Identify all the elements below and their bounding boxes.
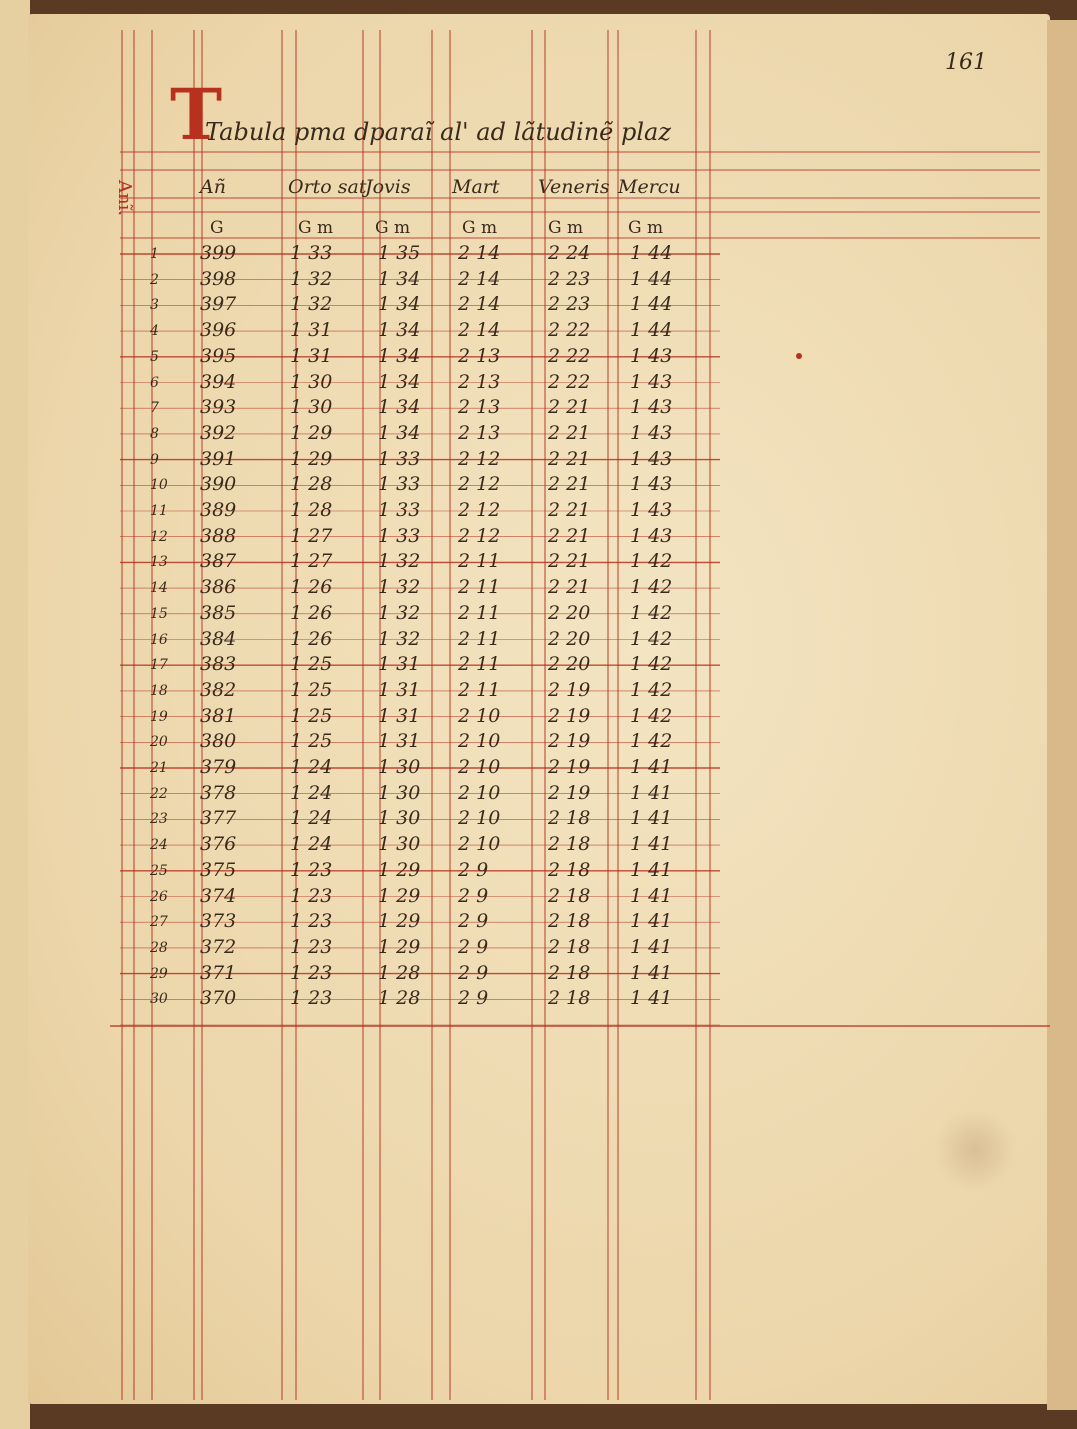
table-cell: 2 12	[458, 499, 501, 521]
table-cell: 1 43	[630, 344, 673, 367]
table-cell: 1 30	[290, 370, 333, 393]
table-cell: 1 29	[378, 858, 421, 881]
table-cell: 397	[200, 293, 237, 316]
table-cell: 1 30	[378, 756, 421, 778]
table-cell: 2 20	[548, 601, 591, 624]
table-cell: 1 23	[290, 961, 333, 984]
row-number: 22	[150, 785, 168, 802]
table-cell: 1 34	[378, 319, 421, 342]
table-cell: 2 10	[458, 756, 501, 778]
table-cell: 1 42	[630, 627, 673, 650]
row-number: 8	[150, 425, 159, 442]
table-cell: 1 42	[630, 550, 673, 573]
row-number: 9	[150, 451, 159, 468]
table-cell: 2 19	[548, 678, 591, 701]
table-cell: 392	[200, 421, 237, 444]
table-cell: 2 19	[548, 781, 591, 804]
table-cell: 2 11	[458, 627, 501, 650]
table-cell: 1 43	[630, 447, 673, 470]
table-cell: 1 42	[630, 678, 673, 701]
decorated-initial: T	[170, 73, 223, 156]
table-cell: 1 32	[378, 550, 421, 573]
row-number: 30	[150, 991, 168, 1008]
row-number: 16	[150, 631, 168, 648]
column-units: G m	[298, 218, 334, 238]
table-cell: 1 42	[630, 730, 673, 753]
table-cell: 2 22	[548, 344, 591, 367]
table-cell: 1 26	[290, 576, 333, 599]
column-units: G m	[548, 218, 584, 238]
row-number: 20	[150, 734, 168, 751]
table-cell: 1 25	[290, 730, 333, 753]
table-cell: 1 25	[290, 653, 333, 676]
table-cell: 378	[200, 781, 237, 804]
table-cell: 2 24	[548, 242, 591, 264]
table-cell: 1 23	[290, 935, 333, 958]
table-cell: 1 29	[378, 910, 421, 933]
table-cell: 2 22	[548, 319, 591, 342]
column-header: Jovis	[365, 176, 411, 198]
table-cell: 1 31	[290, 319, 333, 342]
table-cell: 2 18	[548, 987, 591, 1010]
table-cell: 2 13	[458, 421, 501, 444]
table-cell: 1 41	[630, 987, 673, 1010]
table-cell: 1 28	[290, 473, 333, 496]
row-number: 5	[150, 348, 159, 365]
row-number: 23	[150, 811, 168, 828]
table-cell: 1 43	[630, 396, 673, 419]
table-cell: 2 9	[458, 858, 489, 881]
red-dot	[796, 353, 802, 359]
table-cell: 1 25	[290, 678, 333, 701]
table-cell: 1 23	[290, 910, 333, 933]
table-cell: 1 44	[630, 267, 673, 290]
table-cell: 1 41	[630, 961, 673, 984]
column-units: G	[210, 218, 224, 238]
row-number: 1	[150, 246, 159, 262]
table-cell: 2 21	[548, 447, 591, 470]
table-cell: 2 23	[548, 267, 591, 290]
table-cell: 2 20	[548, 627, 591, 650]
table-cell: 2 10	[458, 807, 501, 830]
table-cell: 1 28	[378, 987, 421, 1010]
table-cell: 380	[200, 730, 237, 753]
table-cell: 1 34	[378, 267, 421, 290]
table-cell: 2 14	[458, 293, 501, 316]
table-cell: 384	[200, 627, 237, 650]
table-cell: 391	[200, 447, 237, 470]
table-cell: 1 43	[630, 370, 673, 393]
table-cell: 388	[200, 524, 237, 547]
table-cell: 389	[200, 499, 237, 521]
table-cell: 1 41	[630, 858, 673, 881]
table-cell: 2 18	[548, 961, 591, 984]
row-number: 28	[150, 939, 168, 956]
table-cell: 2 21	[548, 421, 591, 444]
table-cell: 382	[200, 678, 237, 701]
table-cell: 2 21	[548, 396, 591, 419]
table-cell: 2 22	[548, 370, 591, 393]
table-cell: 1 33	[378, 447, 421, 470]
table-cell: 398	[200, 267, 237, 290]
table-cell: 2 11	[458, 601, 501, 624]
table-cell: 1 41	[630, 910, 673, 933]
table-cell: 2 18	[548, 833, 591, 856]
table-cell: 1 31	[378, 678, 421, 701]
table-cell: 2 18	[548, 910, 591, 933]
table-cell: 2 10	[458, 781, 501, 804]
row-number: 7	[150, 400, 159, 417]
table-cell: 1 23	[290, 987, 333, 1010]
table-cell: 2 11	[458, 550, 501, 573]
table-cell: 2 10	[458, 833, 501, 856]
table-cell: 394	[200, 370, 237, 393]
column-units: G m	[628, 218, 664, 238]
table-cell: 1 43	[630, 524, 673, 547]
table-cell: 1 44	[630, 242, 673, 264]
table-cell: 2 14	[458, 319, 501, 342]
table-cell: 1 41	[630, 884, 673, 907]
table-cell: 1 42	[630, 704, 673, 727]
table-cell: 1 34	[378, 293, 421, 316]
table-cell: 2 18	[548, 807, 591, 830]
table-cell: 396	[200, 319, 237, 342]
table-cell: 2 21	[548, 576, 591, 599]
table-cell: 1 43	[630, 473, 673, 496]
table-cell: 2 21	[548, 550, 591, 573]
table-cell: 2 11	[458, 678, 501, 701]
table-cell: 1 29	[378, 935, 421, 958]
table-cell: 1 24	[290, 756, 333, 778]
row-number: 29	[150, 965, 168, 982]
row-number: 14	[150, 580, 168, 597]
table-cell: 2 13	[458, 344, 501, 367]
table-cell: 2 12	[458, 447, 501, 470]
table-cell: 399	[200, 242, 237, 264]
table-cell: 1 34	[378, 396, 421, 419]
table-cell: 372	[200, 935, 237, 958]
row-number: 24	[150, 837, 168, 854]
column-header: Mart	[452, 176, 500, 198]
page-stain	[930, 1110, 1020, 1190]
table-cell: 1 42	[630, 601, 673, 624]
table-cell: 1 32	[378, 627, 421, 650]
table-cell: 1 44	[630, 293, 673, 316]
row-number: 6	[150, 374, 159, 391]
table-cell: 1 33	[378, 499, 421, 521]
column-header: Mercu	[618, 176, 681, 198]
table-cell: 2 13	[458, 370, 501, 393]
table-cell: 1 42	[630, 653, 673, 676]
table-cell: 370	[200, 987, 237, 1010]
table-cell: 1 33	[290, 242, 333, 264]
table-cell: 379	[200, 756, 237, 778]
column-units: G m	[462, 218, 498, 238]
table-cell: 2 9	[458, 884, 489, 907]
table-cell: 2 19	[548, 704, 591, 727]
table-cell: 2 21	[548, 473, 591, 496]
table-cell: 2 9	[458, 961, 489, 984]
row-number: 27	[150, 914, 168, 931]
row-number: 4	[150, 323, 159, 340]
table-cell: 1 31	[378, 730, 421, 753]
table-cell: 2 19	[548, 756, 591, 778]
table-cell: 1 32	[290, 293, 333, 316]
table-title: Tabula pma dparaĩ al' ad lãtudinẽ plaz	[205, 118, 671, 146]
table-cell: 383	[200, 653, 237, 676]
table-cell: 1 41	[630, 807, 673, 830]
table-cell: 1 26	[290, 627, 333, 650]
table-cell: 1 43	[630, 421, 673, 444]
row-number: 26	[150, 888, 168, 905]
table-cell: 390	[200, 473, 237, 496]
table-cell: 2 11	[458, 653, 501, 676]
table-cell: 1 23	[290, 858, 333, 881]
table-cell: 387	[200, 550, 237, 573]
table-cell: 1 26	[290, 601, 333, 624]
row-number: 25	[150, 862, 168, 879]
table-cell: 2 20	[548, 653, 591, 676]
table-cell: 2 10	[458, 704, 501, 727]
table-cell: 1 30	[290, 396, 333, 419]
table-cell: 1 32	[290, 267, 333, 290]
table-cell: 393	[200, 396, 237, 419]
table-cell: 1 23	[290, 884, 333, 907]
folio-number: 161	[945, 50, 987, 75]
table-cell: 2 21	[548, 499, 591, 521]
table-cell: 1 24	[290, 807, 333, 830]
table-cell: 381	[200, 704, 237, 727]
table-cell: 1 24	[290, 781, 333, 804]
table-cell: 1 29	[378, 884, 421, 907]
table-cell: 1 44	[630, 319, 673, 342]
table-cell: 385	[200, 601, 237, 624]
table-cell: 1 25	[290, 704, 333, 727]
row-number: 19	[150, 708, 168, 725]
table-cell: 371	[200, 961, 237, 984]
table-cell: 2 23	[548, 293, 591, 316]
row-number: 13	[150, 554, 168, 571]
table-cell: 1 34	[378, 421, 421, 444]
table-cell: 1 41	[630, 833, 673, 856]
row-number: 12	[150, 528, 168, 545]
table-cell: 2 13	[458, 396, 501, 419]
table-cell: 1 29	[290, 447, 333, 470]
table-cell: 1 33	[378, 473, 421, 496]
table-cell: 1 31	[290, 344, 333, 367]
table-cell: 1 28	[290, 499, 333, 521]
table-cell: 1 32	[378, 576, 421, 599]
row-number: 15	[150, 605, 168, 622]
table-cell: 1 43	[630, 499, 673, 521]
table-cell: 1 30	[378, 807, 421, 830]
table-cell: 1 28	[378, 961, 421, 984]
table-cell: 1 27	[290, 550, 333, 573]
table-cell: 2 18	[548, 884, 591, 907]
table-cell: 374	[200, 884, 237, 907]
row-number: 2	[150, 271, 159, 288]
table-cell: 1 30	[378, 781, 421, 804]
table-cell: 1 34	[378, 370, 421, 393]
table-cell: 2 18	[548, 935, 591, 958]
table-cell: 2 9	[458, 987, 489, 1010]
table-cell: 377	[200, 807, 237, 830]
table-cell: 1 41	[630, 756, 673, 778]
side-label: Anĩ.	[114, 180, 135, 217]
table-cell: 386	[200, 576, 237, 599]
table-cell: 375	[200, 858, 237, 881]
table-cell: 1 41	[630, 935, 673, 958]
table-cell: 2 21	[548, 524, 591, 547]
table-cell: 1 24	[290, 833, 333, 856]
row-number: 10	[150, 477, 168, 494]
row-number: 21	[150, 760, 168, 776]
table-cell: 2 9	[458, 935, 489, 958]
row-number: 11	[150, 503, 168, 519]
row-number: 18	[150, 682, 168, 699]
row-number: 3	[150, 297, 159, 314]
table-cell: 2 9	[458, 910, 489, 933]
table-cell: 2 11	[458, 576, 501, 599]
column-header: Orto sat	[288, 176, 367, 198]
table-cell: 2 19	[548, 730, 591, 753]
table-cell: 2 10	[458, 730, 501, 753]
table-cell: 376	[200, 833, 237, 856]
table-cell: 1 30	[378, 833, 421, 856]
column-header: Añ	[200, 176, 226, 198]
table-cell: 1 42	[630, 576, 673, 599]
table-cell: 2 14	[458, 267, 501, 290]
table-cell: 1 41	[630, 781, 673, 804]
table-cell: 1 32	[378, 601, 421, 624]
table-cell: 2 12	[458, 524, 501, 547]
table-cell: 1 31	[378, 653, 421, 676]
table-cell: 1 35	[378, 242, 421, 264]
table-cell: 1 31	[378, 704, 421, 727]
column-units: G m	[375, 218, 411, 238]
table-cell: 373	[200, 910, 237, 933]
table-cell: 1 29	[290, 421, 333, 444]
table-cell: 1 33	[378, 524, 421, 547]
column-header: Veneris	[538, 176, 610, 198]
table-cell: 2 14	[458, 242, 501, 264]
row-number: 17	[150, 657, 168, 674]
table-cell: 1 34	[378, 344, 421, 367]
table-cell: 2 18	[548, 858, 591, 881]
table-cell: 1 27	[290, 524, 333, 547]
table-cell: 395	[200, 344, 237, 367]
table-cell: 2 12	[458, 473, 501, 496]
